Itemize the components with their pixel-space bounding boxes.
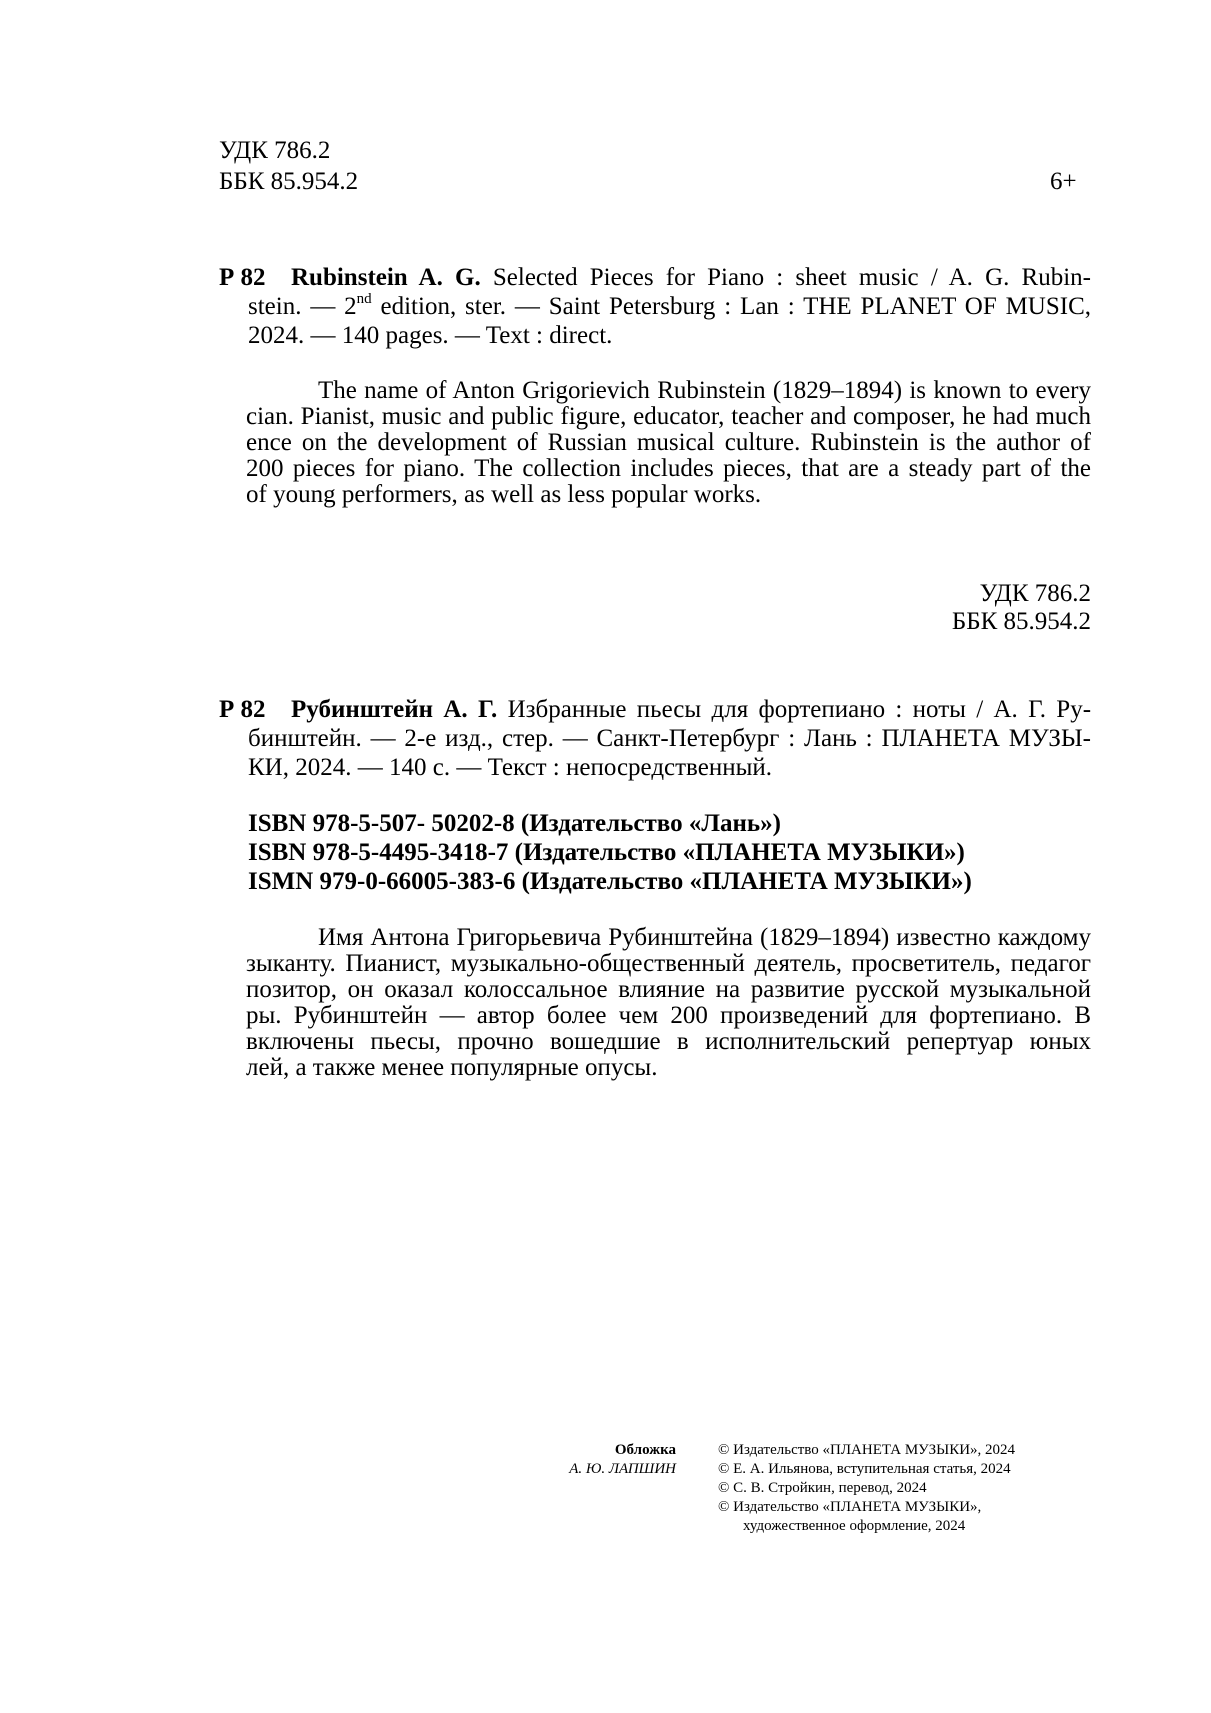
russian-abstract: Имя Антона Григорьевича Рубинштейна (1829–1894) известно каждому зыканту. Пианист, музыкально-общественный деятель, просветитель, педагог позитор, он оказал колоссальное влияние на развитие русской музыкальной ры. Рубинштейн — автор более чем 200 произведений для фортепиано. В включены пьесы, прочно вошедшие в исполнительский репертуар юных лей, а также менее популярные опусы. <box>246 925 1091 1081</box>
copyright-line: © С. В. Стройкин, перевод, 2024 <box>718 1480 927 1496</box>
copyright-line: © Издательство «ПЛАНЕТА МУЗЫКИ», <box>718 1499 982 1515</box>
middle-udk: УДК 786.2 <box>979 580 1091 607</box>
ismn-planet: ISMN 979-0-66005-383-6 (Издательство «ПЛАНЕТА МУЗЫКИ») <box>248 868 972 895</box>
english-abstract: The name of Anton Grigorievich Rubinstein (1829–1894) is known to every cian. Pianist, music and public figure, educator, teacher and composer, he had much ence on the development of Russian musical culture. Rubinstein is the author of 200 pieces for piano. The collection includes pieces, that are a steady part of the of young performers, as well as less popular works. <box>246 378 1091 508</box>
age-rating: 6+ <box>1050 168 1077 195</box>
english-entry-line2: stein. — 2nd edition, ster. — Saint Petersburg : Lan : THE PLANET OF MUSIC, <box>248 292 1091 320</box>
russian-entry-line1: Рубинштейн А. Г. Избранные пьесы для фортепиано : ноты / А. Г. Ру- <box>291 696 1091 723</box>
english-entry-title-line1: Selected Pieces for Piano : sheet music / A. G. Rubin- <box>492 264 1091 291</box>
copyright-line: © Издательство «ПЛАНЕТА МУЗЫКИ», 2024 <box>718 1442 1016 1458</box>
english-entry-author: Rubinstein A. G. <box>291 264 481 291</box>
cover-credit <box>480 1441 676 1479</box>
cover-label: Обложка <box>614 1442 676 1458</box>
russian-entry-code: Р 82 <box>219 696 266 723</box>
copyright-line-continued: художественное оформление, 2024 <box>743 1518 966 1534</box>
english-entry-line3: 2024. — 140 pages. — Text : direct. <box>248 322 613 349</box>
isbn-lan: ISBN 978-5-507- 50202-8 (Издательство «Лань») <box>248 810 781 837</box>
top-bbk: ББК 85.954.2 <box>219 168 359 195</box>
russian-entry-line3: КИ, 2024. — 140 с. — Текст : непосредственный. <box>248 754 772 781</box>
copyright-block <box>718 1441 1078 1536</box>
english-entry-code: Р 82 <box>219 264 266 291</box>
isbn-planet: ISBN 978-5-4495-3418-7 (Издательство «ПЛАНЕТА МУЗЫКИ») <box>248 839 965 866</box>
russian-entry-line2: бинштейн. — 2-е изд., стер. — Санкт-Петербург : Лань : ПЛАНЕТА МУЗЫ- <box>248 725 1091 752</box>
cover-designer: А. Ю. ЛАПШИН <box>569 1461 676 1477</box>
top-udk: УДК 786.2 <box>219 137 331 164</box>
russian-entry-author: Рубинштейн А. Г. <box>291 696 498 723</box>
middle-bbk: ББК 85.954.2 <box>951 608 1091 635</box>
english-entry-line1 <box>291 263 1091 292</box>
copyright-line: © Е. А. Ильянова, вступительная статья, 2024 <box>718 1461 1011 1477</box>
